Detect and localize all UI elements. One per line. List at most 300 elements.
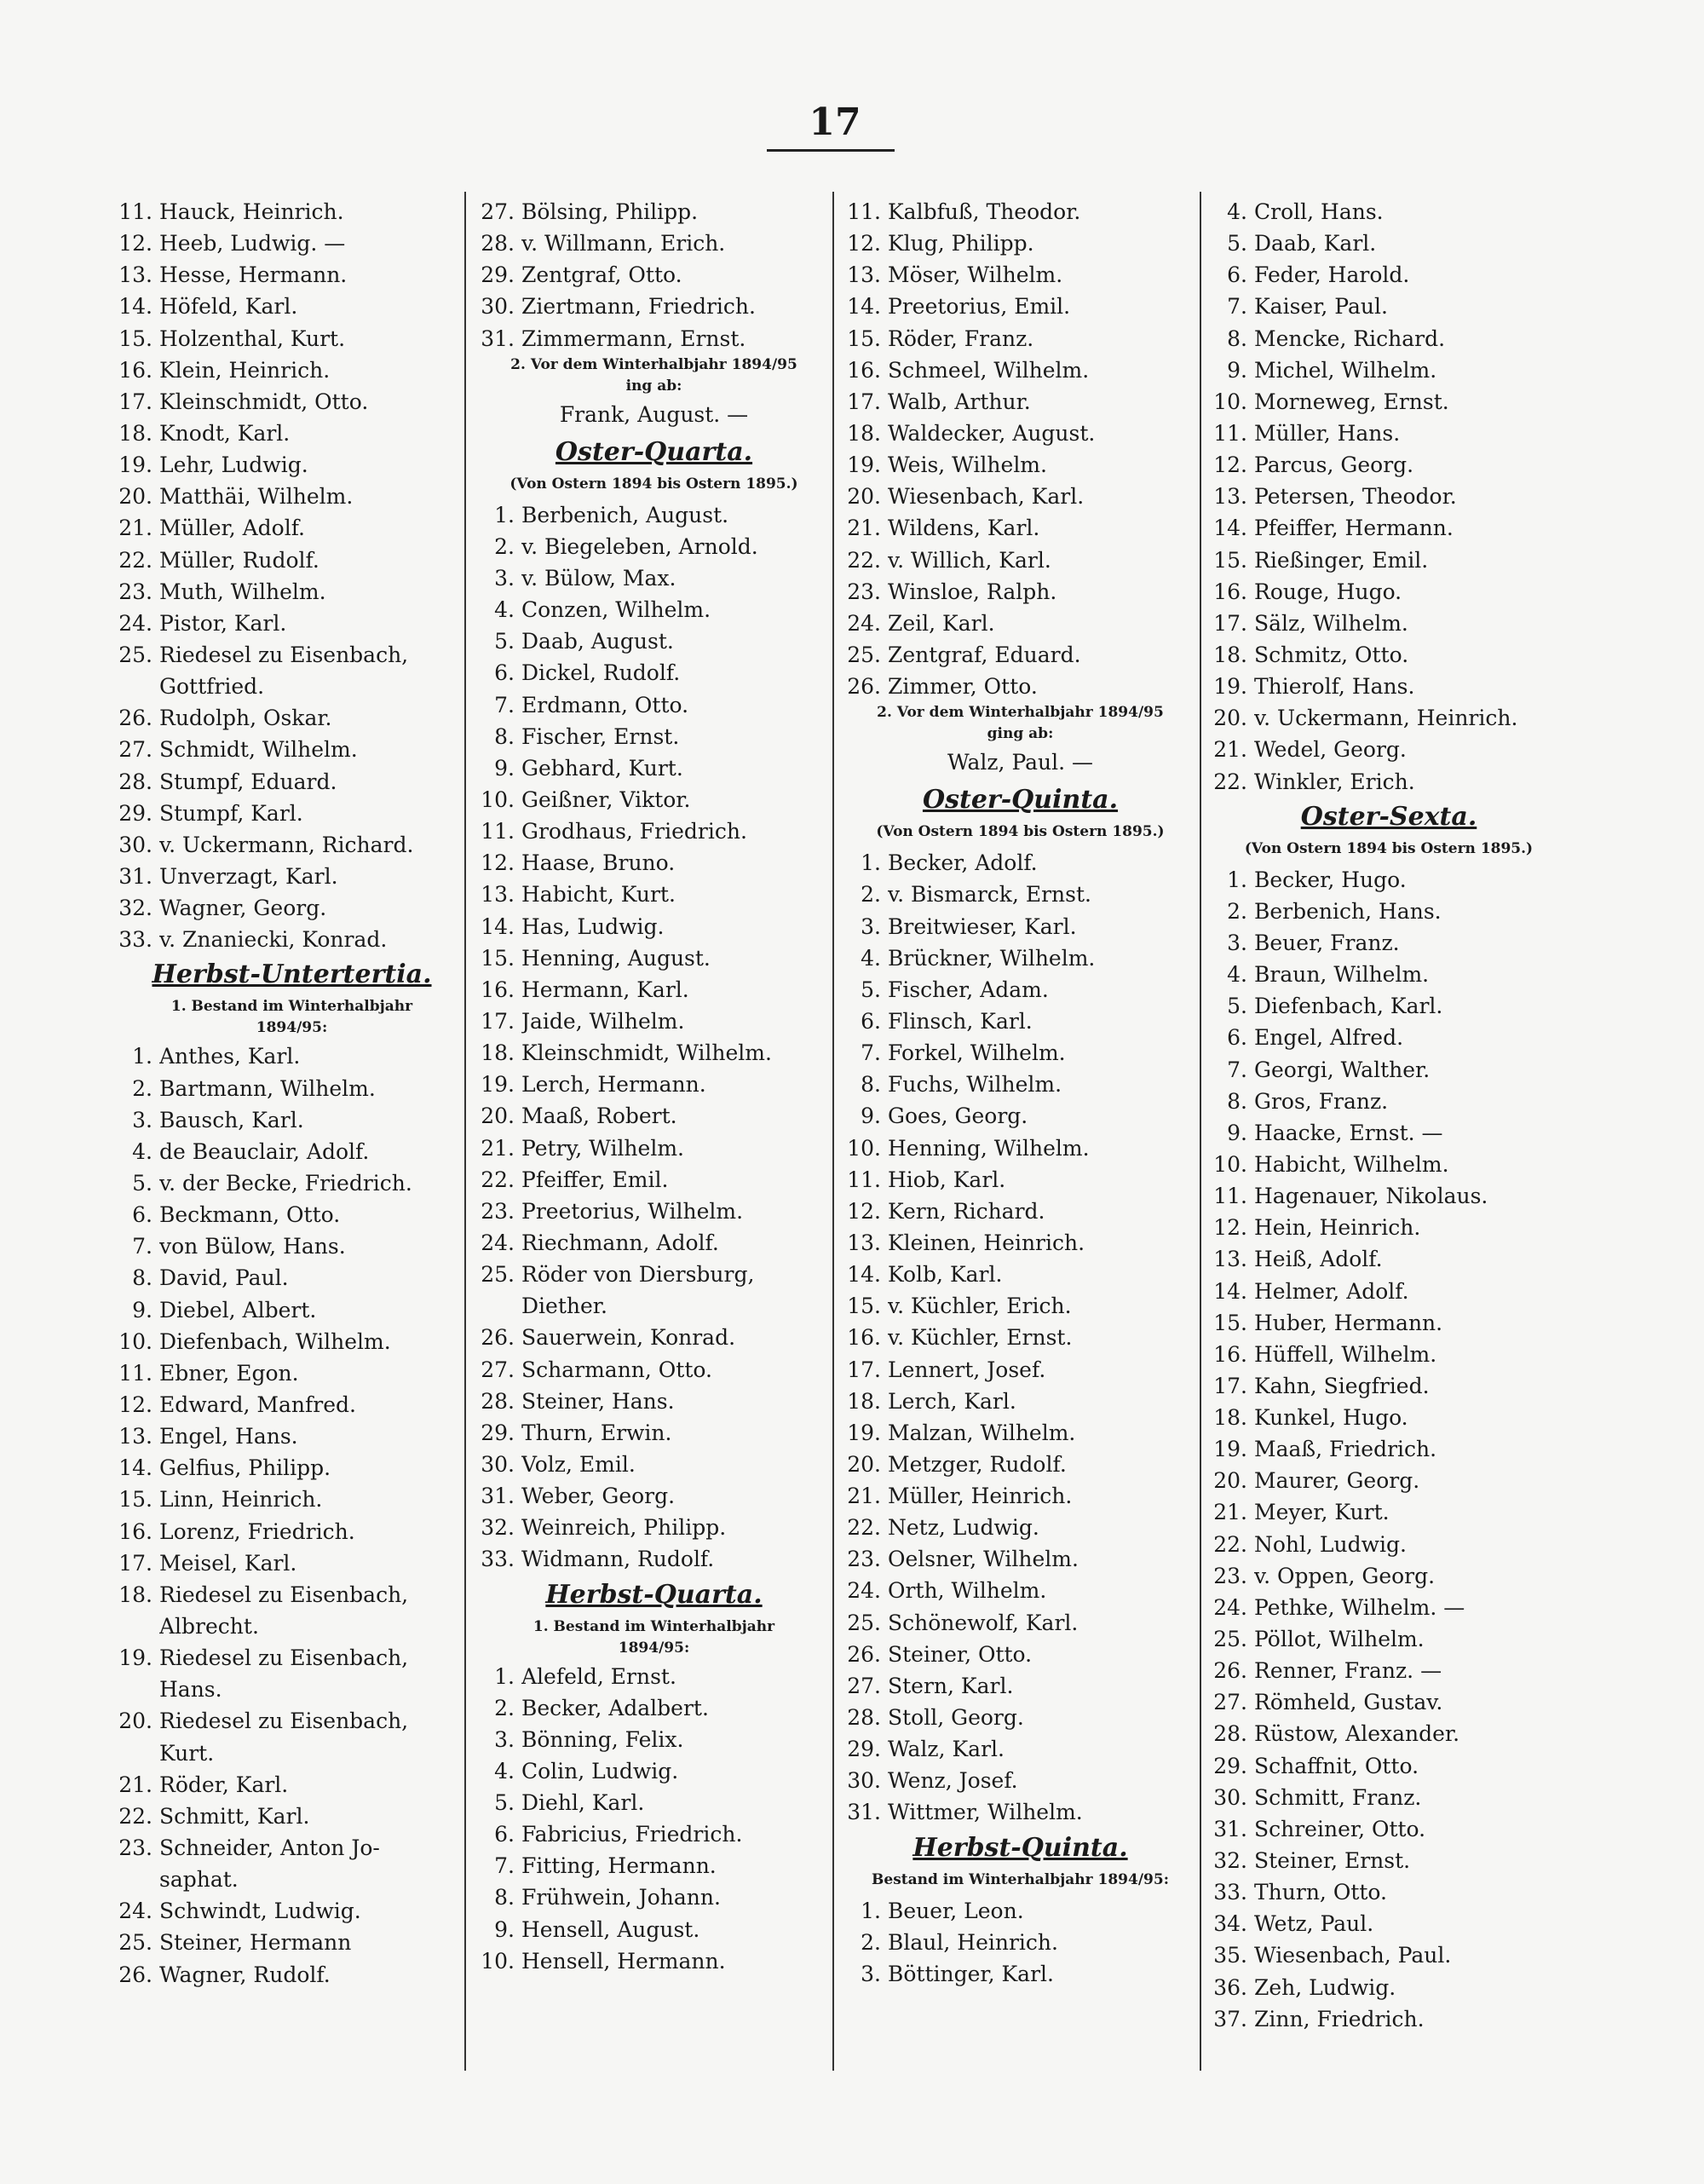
- student-name: Riedesel zu Eisenbach, Gottfried.: [159, 642, 409, 700]
- student-entry: [843, 1069, 1197, 1100]
- student-entry: [115, 1294, 469, 1326]
- student-entry: [1210, 1845, 1568, 1876]
- student-entry: [477, 1069, 831, 1100]
- entry-number: 3.: [861, 1961, 881, 1986]
- student-entry: [477, 625, 831, 657]
- entry-number: 23.: [1213, 1563, 1247, 1588]
- student-name: Heiß, Adolf.: [1254, 1247, 1383, 1272]
- entry-number: 20.: [481, 1104, 515, 1129]
- student-entry: [115, 1547, 469, 1579]
- entry-number: 4.: [861, 945, 881, 971]
- student-name: Wetz, Paul.: [1254, 1911, 1374, 1937]
- entry-number: 31.: [1213, 1816, 1247, 1841]
- entry-number: 21.: [847, 1484, 881, 1509]
- entry-number: 14.: [847, 1262, 881, 1288]
- student-name: Preetorius, Emil.: [888, 294, 1071, 320]
- student-name: Schmitt, Karl.: [159, 1803, 310, 1829]
- entry-number: 1.: [861, 1898, 881, 1923]
- page-number-rule: [767, 149, 895, 152]
- student-name: Römheld, Gustav.: [1254, 1690, 1443, 1715]
- student-name: Helmer, Adolf.: [1254, 1278, 1409, 1304]
- entry-number: 2.: [494, 1695, 515, 1720]
- entry-number: 21.: [481, 1135, 515, 1161]
- student-entry: [843, 1958, 1197, 1990]
- student-entry: [1210, 1402, 1568, 1433]
- student-entry: [843, 1322, 1197, 1353]
- student-name: Hensell, Hermann.: [521, 1948, 726, 1974]
- entry-number: 19.: [847, 452, 881, 478]
- student-name: Stumpf, Karl.: [159, 800, 303, 826]
- entry-number: 10.: [847, 1135, 881, 1161]
- student-name: Kalbfuß, Theodor.: [888, 199, 1081, 224]
- student-name: Zeh, Ludwig.: [1254, 1974, 1396, 2000]
- student-name: Mencke, Richard.: [1254, 326, 1446, 351]
- student-entry: [1210, 1496, 1568, 1528]
- student-name: Engel, Hans.: [159, 1424, 298, 1449]
- column-divider: [832, 192, 834, 2071]
- student-name: Pfeiffer, Hermann.: [1254, 516, 1454, 541]
- student-entry-multiline: [115, 1705, 469, 1768]
- entry-number: 30.: [1213, 1784, 1247, 1810]
- entry-number: 14.: [847, 294, 881, 320]
- entry-number: 13.: [847, 1230, 881, 1255]
- student-name: Diefenbach, Karl.: [1254, 994, 1443, 1019]
- student-entry: [1210, 512, 1568, 544]
- student-name: Nohl, Ludwig.: [1254, 1531, 1407, 1557]
- student-name: Winkler, Erich.: [1254, 769, 1415, 794]
- entry-number: 24.: [118, 610, 153, 636]
- student-name: Lerch, Karl.: [888, 1388, 1016, 1414]
- student-list: [1210, 864, 1568, 2035]
- entry-number: 2.: [132, 1075, 153, 1101]
- entry-number: 23.: [847, 579, 881, 604]
- student-entry: [477, 1512, 831, 1543]
- entry-number: 10.: [118, 1328, 153, 1354]
- student-entry: [115, 734, 469, 765]
- entry-number: 8.: [1227, 1088, 1247, 1114]
- entry-number: 18.: [481, 1040, 515, 1066]
- student-entry: [115, 1769, 469, 1801]
- student-name: Riedesel zu Eisenbach, Hans.: [159, 1645, 409, 1703]
- student-entry: [115, 1895, 469, 1927]
- entry-number: 19.: [847, 1420, 881, 1445]
- student-entry: [115, 1262, 469, 1294]
- student-entry: [1210, 576, 1568, 608]
- student-entry: [115, 924, 469, 955]
- entry-number: 28.: [1213, 1721, 1247, 1747]
- student-name: Widmann, Rudolf.: [521, 1547, 715, 1572]
- student-entry: [477, 1755, 831, 1787]
- student-name: Muth, Wilhelm.: [159, 579, 326, 604]
- student-name: Bausch, Karl.: [159, 1107, 304, 1132]
- entry-number: 35.: [1213, 1943, 1247, 1968]
- student-entry: [477, 291, 831, 322]
- student-name: Maurer, Georg.: [1254, 1468, 1420, 1494]
- student-name: Flinsch, Karl.: [888, 1008, 1033, 1034]
- student-name: Kolb, Karl.: [888, 1262, 1003, 1288]
- student-name: v. Bismarck, Ernst.: [888, 882, 1091, 908]
- entry-number: 28.: [481, 231, 515, 256]
- student-name: Möser, Wilhelm.: [888, 262, 1063, 288]
- student-name: Zentgraf, Eduard.: [888, 642, 1081, 667]
- student-entry: [477, 1945, 831, 1977]
- student-name: Winsloe, Ralph.: [888, 579, 1057, 604]
- student-entry: [115, 418, 469, 449]
- student-name: Croll, Hans.: [1254, 199, 1384, 224]
- student-entry: [843, 911, 1197, 942]
- entry-number: 22.: [481, 1167, 515, 1192]
- entry-number: 15.: [118, 1487, 153, 1513]
- entry-number: 5.: [132, 1170, 153, 1196]
- entry-number: 10.: [1213, 389, 1247, 414]
- student-name: Rudolph, Oskar.: [159, 706, 332, 731]
- student-entry: [843, 1259, 1197, 1290]
- entry-number: 29.: [481, 262, 515, 288]
- student-name: Hesse, Hermann.: [159, 262, 348, 288]
- student-name: Müller, Hans.: [1254, 420, 1401, 446]
- student-entry: [115, 1516, 469, 1547]
- student-name: v. Biegeleben, Arnold.: [521, 533, 758, 559]
- student-entry: [1210, 639, 1568, 671]
- entry-number: 19.: [481, 1072, 515, 1098]
- entry-number: 16.: [847, 357, 881, 383]
- entry-number: 28.: [847, 1705, 881, 1731]
- student-name: Forkel, Wilhelm.: [888, 1040, 1066, 1066]
- student-list: [477, 499, 831, 1259]
- entry-number: 18.: [847, 1388, 881, 1414]
- entry-number: 30.: [118, 832, 153, 857]
- entry-number: 23.: [118, 1835, 153, 1860]
- student-name: Müller, Heinrich.: [888, 1484, 1073, 1509]
- column-2: [477, 196, 831, 2066]
- section-subheading: (Von Ostern 1894 bis Ostern 1895.): [1244, 839, 1534, 857]
- entry-number: 5.: [494, 629, 515, 654]
- entry-number: 11.: [1213, 1184, 1247, 1209]
- entry-number: 29.: [847, 1737, 881, 1762]
- student-name: Georgi, Walther.: [1254, 1057, 1431, 1082]
- departed-student: Frank, August. —: [559, 401, 749, 427]
- student-entry: [843, 639, 1197, 671]
- student-entry: [477, 1850, 831, 1881]
- entry-number: 21.: [118, 1772, 153, 1797]
- student-entry: [115, 354, 469, 386]
- entry-number: 22.: [118, 1803, 153, 1829]
- student-entry: [843, 1132, 1197, 1164]
- entry-number: 9.: [861, 1104, 881, 1129]
- student-entry: [477, 1227, 831, 1259]
- student-name: Blaul, Heinrich.: [888, 1929, 1058, 1955]
- student-name: Weber, Georg.: [521, 1484, 676, 1509]
- student-name: Zimmer, Otto.: [888, 674, 1038, 700]
- entry-number: 14.: [481, 913, 515, 939]
- student-name: Schneider, Anton Jo- saphat.: [159, 1835, 380, 1893]
- student-name: Becker, Hugo.: [1254, 867, 1407, 892]
- student-name: Fischer, Adam.: [888, 977, 1049, 1002]
- student-entry: [1210, 1243, 1568, 1275]
- entry-number: 31.: [481, 326, 515, 351]
- student-name: Gelfius, Philipp.: [159, 1455, 331, 1481]
- student-name: Schmeel, Wilhelm.: [888, 357, 1090, 383]
- entry-number: 6.: [494, 660, 515, 686]
- student-entry: [1210, 990, 1568, 1022]
- student-entry: [843, 323, 1197, 354]
- entry-number: 17.: [481, 1008, 515, 1034]
- student-name: Hiob, Karl.: [888, 1167, 1006, 1192]
- student-entry: [115, 766, 469, 798]
- student-entry: [477, 1037, 831, 1069]
- student-entry: [1210, 896, 1568, 927]
- student-name: Schmitt, Franz.: [1254, 1784, 1422, 1810]
- student-name: Frühwein, Johann.: [521, 1885, 721, 1910]
- student-name: Waldecker, August.: [888, 420, 1096, 446]
- entry-number: 25.: [847, 642, 881, 667]
- student-entry: [477, 1543, 831, 1575]
- student-entry: [843, 1480, 1197, 1512]
- student-name: Lehr, Ludwig.: [159, 452, 308, 478]
- student-entry: [477, 752, 831, 784]
- student-entry: [1210, 671, 1568, 702]
- student-entry: [115, 1832, 469, 1895]
- student-name: v. Bülow, Max.: [521, 565, 676, 591]
- student-entry: [115, 259, 469, 291]
- student-name: Hauck, Heinrich.: [159, 199, 344, 224]
- student-entry: [115, 1199, 469, 1230]
- student-name: Henning, August.: [521, 945, 711, 971]
- entry-number: 20.: [1213, 706, 1247, 731]
- student-entry-multiline: [115, 1832, 469, 1895]
- student-entry: [843, 449, 1197, 481]
- student-name: Müller, Adolf.: [159, 516, 305, 541]
- entry-number: 7.: [132, 1234, 153, 1259]
- entry-number: 27.: [847, 1673, 881, 1698]
- student-name: Schönewolf, Karl.: [888, 1610, 1079, 1635]
- entry-number: 11.: [481, 819, 515, 844]
- student-entry: [843, 354, 1197, 386]
- entry-number: 30.: [481, 1451, 515, 1477]
- section-subheading: 1. Bestand im Winterhalbjahr 1894/95:: [532, 1617, 775, 1657]
- entry-number: 11.: [847, 1167, 881, 1192]
- entry-number: 25.: [118, 642, 153, 667]
- student-entry: [115, 1705, 469, 1768]
- student-entry: [1210, 2003, 1568, 2035]
- entry-number: 25.: [481, 1262, 515, 1288]
- entry-number: 23.: [118, 579, 153, 604]
- student-name: Steiner, Hermann: [159, 1930, 352, 1956]
- student-entry: [477, 499, 831, 531]
- entry-number: 26.: [847, 674, 881, 700]
- student-entry: [1210, 323, 1568, 354]
- entry-number: 11.: [1213, 420, 1247, 446]
- student-entry: [1210, 481, 1568, 512]
- section-subheading: (Von Ostern 1894 bis Ostern 1895.): [509, 475, 798, 493]
- entry-number: 4.: [494, 1758, 515, 1784]
- entry-number: 11.: [118, 1360, 153, 1386]
- entry-number: 21.: [118, 516, 153, 541]
- student-name: Fabricius, Friedrich.: [521, 1822, 743, 1847]
- student-list: [843, 196, 1197, 702]
- class-heading: Oster-Quinta.: [922, 785, 1119, 815]
- student-name: Kleinen, Heinrich.: [888, 1230, 1085, 1255]
- entry-number: 6.: [494, 1822, 515, 1847]
- student-name: Becker, Adalbert.: [521, 1695, 709, 1720]
- student-entry: [843, 291, 1197, 322]
- entry-number: 12.: [118, 231, 153, 256]
- student-entry: [843, 671, 1197, 702]
- student-entry: [843, 228, 1197, 259]
- entry-number: 19.: [1213, 1437, 1247, 1462]
- student-entry: [115, 576, 469, 608]
- student-name: Kern, Richard.: [888, 1198, 1045, 1224]
- entry-number: 11.: [118, 199, 153, 224]
- student-entry: [1210, 1623, 1568, 1655]
- student-name: Diehl, Karl.: [521, 1790, 645, 1816]
- student-entry: [477, 1386, 831, 1417]
- student-entry: [843, 1512, 1197, 1543]
- student-entry: [115, 1040, 469, 1072]
- student-name: Pöllot, Wilhelm.: [1254, 1627, 1425, 1652]
- student-name: Riedesel zu Eisenbach, Albrecht.: [159, 1582, 409, 1639]
- student-entry: [843, 1895, 1197, 1927]
- entry-number: 15.: [118, 326, 153, 351]
- entry-number: 2.: [1227, 898, 1247, 924]
- student-name: Knodt, Karl.: [159, 420, 291, 446]
- student-entry: [477, 974, 831, 1006]
- entry-number: 24.: [1213, 1594, 1247, 1620]
- student-name: Sälz, Wilhelm.: [1254, 610, 1408, 636]
- entry-number: 12.: [481, 850, 515, 876]
- student-entry: [1210, 259, 1568, 291]
- student-name: Röder, Franz.: [888, 326, 1034, 351]
- entry-number: 12.: [1213, 1215, 1247, 1241]
- student-name: Pethke, Wilhelm. —: [1254, 1594, 1465, 1620]
- entry-number: 8.: [494, 723, 515, 749]
- student-entry: [115, 545, 469, 576]
- student-entry: [843, 942, 1197, 974]
- entry-number: 4.: [494, 597, 515, 623]
- student-entry: [477, 1322, 831, 1353]
- entry-number: 17.: [1213, 610, 1247, 636]
- student-list: [115, 1895, 469, 1990]
- student-name: Fuchs, Wilhelm.: [888, 1072, 1062, 1098]
- entry-number: 3.: [494, 565, 515, 591]
- student-entry: [1210, 1433, 1568, 1465]
- entry-number: 22.: [847, 1515, 881, 1541]
- entry-number: 14.: [1213, 516, 1247, 541]
- class-heading: Oster-Quarta.: [555, 436, 753, 467]
- student-name: Walb, Arthur.: [888, 389, 1031, 414]
- student-entry: [1210, 1939, 1568, 1971]
- student-entry: [1210, 927, 1568, 959]
- student-entry: [843, 1575, 1197, 1606]
- student-entry: [843, 545, 1197, 576]
- student-entry: [843, 386, 1197, 418]
- student-entry: [477, 879, 831, 910]
- entry-number: 24.: [847, 1578, 881, 1604]
- entry-number: 20.: [847, 484, 881, 510]
- student-entry: [477, 562, 831, 594]
- student-name: Hüffell, Wilhelm.: [1254, 1341, 1437, 1367]
- student-name: Renner, Franz. —: [1254, 1658, 1442, 1684]
- entry-number: 24.: [847, 610, 881, 636]
- student-name: Ebner, Egon.: [159, 1360, 299, 1386]
- student-entry: [843, 1227, 1197, 1259]
- student-entry: [1210, 449, 1568, 481]
- entry-number: 17.: [847, 1357, 881, 1382]
- entry-number: 18.: [118, 1582, 153, 1607]
- entry-number: 20.: [118, 1709, 153, 1734]
- entry-number: 26.: [118, 706, 153, 731]
- column-divider: [1200, 192, 1201, 2071]
- entry-number: 8.: [494, 1885, 515, 1910]
- student-name: Alefeld, Ernst.: [521, 1663, 676, 1689]
- student-entry: [1210, 1750, 1568, 1782]
- student-entry: [115, 291, 469, 322]
- student-entry: [1210, 1560, 1568, 1592]
- student-entry: [843, 1417, 1197, 1449]
- student-entry: [115, 829, 469, 861]
- entry-number: 3.: [132, 1107, 153, 1132]
- entry-number: 26.: [847, 1641, 881, 1667]
- entry-number: 8.: [861, 1072, 881, 1098]
- entry-number: 33.: [481, 1547, 515, 1572]
- entry-number: 15.: [1213, 547, 1247, 573]
- entry-number: 27.: [118, 737, 153, 763]
- entry-number: 23.: [847, 1547, 881, 1572]
- entry-number: 9.: [1227, 1120, 1247, 1145]
- entry-number: 27.: [481, 199, 515, 224]
- student-entry: [843, 974, 1197, 1006]
- entry-number: 23.: [481, 1198, 515, 1224]
- student-entry: [1210, 1876, 1568, 1908]
- entry-number: 16.: [118, 357, 153, 383]
- student-name: Kleinschmidt, Wilhelm.: [521, 1040, 772, 1066]
- entry-number: 32.: [118, 896, 153, 921]
- student-name: Unverzagt, Karl.: [159, 863, 338, 889]
- entry-number: 15.: [481, 945, 515, 971]
- student-name: Petersen, Theodor.: [1254, 484, 1457, 510]
- student-name: Holzenthal, Kurt.: [159, 326, 346, 351]
- student-name: Rießinger, Emil.: [1254, 547, 1429, 573]
- student-name: Röder, Karl.: [159, 1772, 289, 1797]
- student-entry: [477, 1818, 831, 1850]
- student-entry: [477, 1417, 831, 1449]
- student-name: Habicht, Kurt.: [521, 882, 676, 908]
- student-name: Engel, Alfred.: [1254, 1025, 1404, 1051]
- student-name: Huber, Hermann.: [1254, 1310, 1443, 1335]
- student-entry: [843, 608, 1197, 639]
- entry-number: 19.: [118, 452, 153, 478]
- entry-number: 13.: [118, 262, 153, 288]
- student-entry: [1210, 1339, 1568, 1370]
- student-name: v. Uckermann, Richard.: [159, 832, 414, 857]
- student-name: Volz, Emil.: [521, 1451, 636, 1477]
- student-name: Scharmann, Otto.: [521, 1357, 712, 1382]
- entry-number: 22.: [847, 547, 881, 573]
- student-entry: [477, 196, 831, 228]
- entry-number: 4.: [1227, 962, 1247, 988]
- entry-number: 27.: [481, 1357, 515, 1382]
- student-name: Schmidt, Wilhelm.: [159, 737, 358, 763]
- entry-number: 20.: [847, 1451, 881, 1477]
- student-entry: [115, 1136, 469, 1167]
- student-entry: [1210, 1972, 1568, 2003]
- student-entry: [1210, 959, 1568, 990]
- entry-number: 28.: [481, 1388, 515, 1414]
- entry-number: 12.: [1213, 452, 1247, 478]
- student-name: Weis, Wilhelm.: [888, 452, 1047, 478]
- student-name: Wittmer, Wilhelm.: [888, 1800, 1083, 1825]
- entry-number: 29.: [1213, 1753, 1247, 1778]
